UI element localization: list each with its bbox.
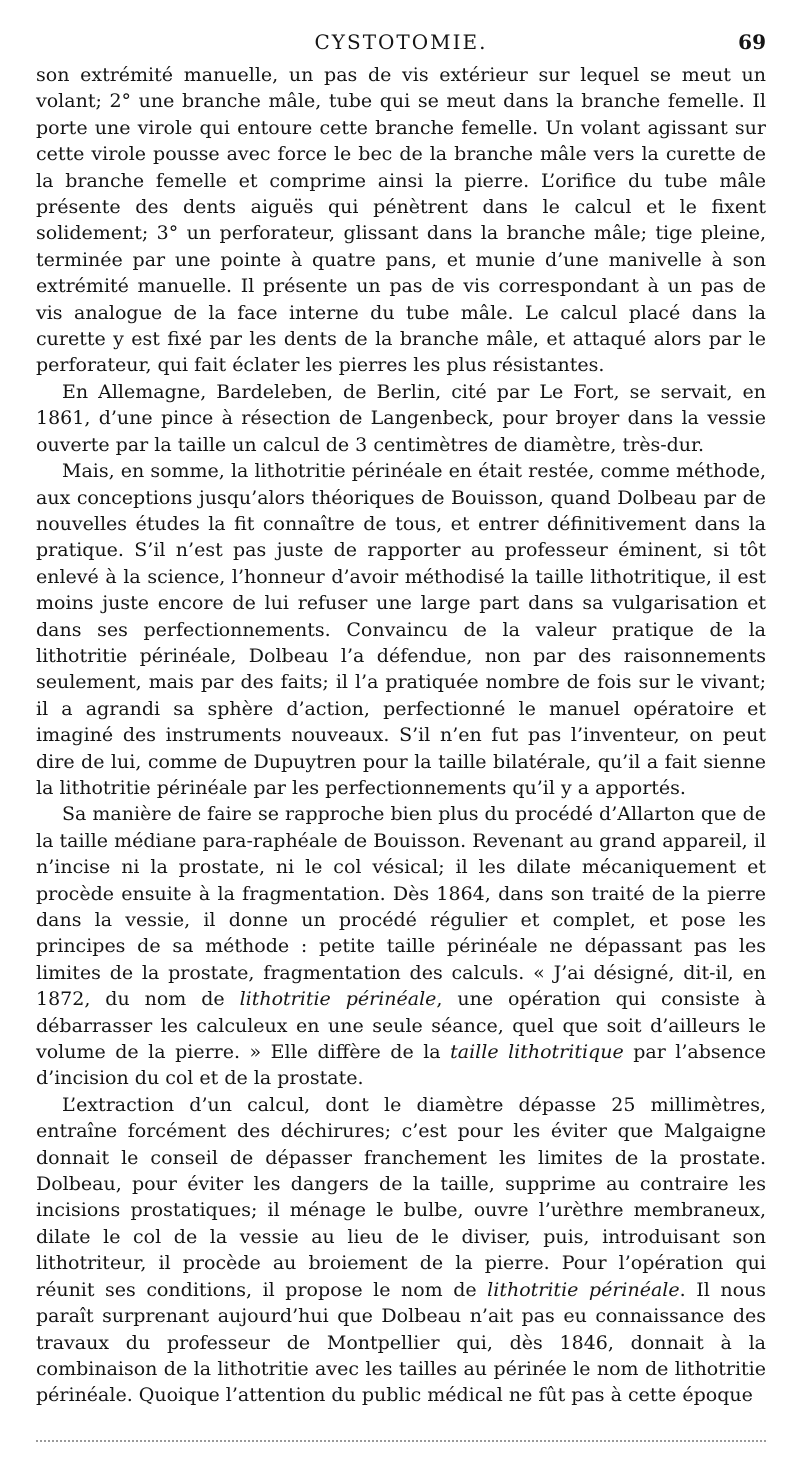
text-segment: son extrémité manuelle, un pas de vis extérieur sur lequel se meut un volant; 2° une branche mâle, tube qui se meut dans la branche femelle. Il porte une virole qui entoure cette branche femelle. Un volant agissant sur cette virole pousse avec force le bec de la branche mâle vers la curette de la branche femelle et comprime ainsi la pierre. L’orifice du tube mâle présente des dents aiguës qui pénètrent dans le calcul et le fixent solidement; 3° un perforateur, glissant dans la branche mâle; tige pleine, terminée par une pointe à quatre pans, et munie d’une manivelle à son extrémité manuelle. Il présente un pas de vis correspondant à un pas de vis analogue de la face interne du tube mâle. Le calcul placé dans la curette y est fixé par les dents de la branche mâle, et attaqué alors par le perforateur, qui fait éclater les pierres les plus résistantes. [36,64,766,377]
italic-term: lithotritie périnéale [239,988,437,1011]
paragraph [36,1092,766,1409]
paragraph [36,458,766,801]
text-segment: , une opération qui consiste à débarrasser les calculeux en une seule séance, quel que soit d’ailleurs le volume de la pierre. » Elle diffère de la [36,988,766,1064]
paragraph [36,62,766,379]
running-title: CYSTOTOMIE. [314,30,488,54]
paragraph [36,379,766,458]
text-segment: Mais, en somme, la lithotritie périnéale en était restée, comme méthode, aux conceptions jusqu’alors théoriques de Bouisson, quand Dolbeau par de nouvelles études la fit connaître de tous, et entrer définitivement dans la pratique. S’il n’est pas juste de rapporter au professeur éminent, si tôt enlevé à la science, l’honneur d’avoir méthodisé la taille lithotritique, il est moins juste encore de lui refuser une large part dans sa vulgarisation et dans ses perfectionnements. Convaincu de la valeur pratique de la lithotritie périnéale, Dolbeau l’a défendue, non par des raisonnements seulement, mais par des faits; il l’a pratiquée nombre de fois sur le vivant; il a agrandi sa sphère d’action, perfectionné le manuel opératoire et imaginé des instruments nouveaux. S’il n’en fut pas l’inventeur, on peut dire de lui, comme de Dupuytren pour la taille bilatérale, qu’il a fait sienne la lithotritie périnéale par les perfectionnements qu’il y a apportés. [36,460,766,799]
text-segment: . Il nous paraît surprenant aujourd’hui que Dolbeau n’ait pas eu connaissance des travaux du professeur de Montpellier qui, dès 1846, donnait à la combinaison de la lithotritie avec les tailles au périnée le nom de lithotritie périnéale. Quoique l’attention du public médical ne fût pas à cette époque [36,1278,766,1407]
page-number: 69 [738,30,766,54]
body-text [36,62,766,1409]
text-segment: En Allemagne, Bardeleben, de Berlin, cité par Le Fort, se servait, en 1861, d’une pince à résection de Langenbeck, pour broyer dans la vessie ouverte par la taille un calcul de 3 centimètres de diamètre, très-dur. [36,380,766,456]
text-segment: Sa manière de faire se rapproche bien plus du procédé d’Allarton que de la taille médiane para-raphéale de Bouisson. Revenant au grand appareil, il n’incise ni la prostate, ni le col vésical; il les dilate mécaniquement et procède ensuite à la fragmentation. Dès 1864, dans son traité de la pierre dans la vessie, il donne un procédé régulier et complet, et pose les principes de sa méthode : petite taille périnéale ne dépassant pas les limites de la prostate, fragmentation des calculs. « J’ai désigné, dit-il, en 1872, du nom de [36,803,766,1011]
page-header [36,30,766,60]
italic-term: lithotritie périnéale [487,1278,680,1301]
text-segment: L’extraction d’un calcul, dont le diamètre dépasse 25 millimètres, entraîne forcément des déchirures; c’est pour les éviter que Malgaigne donnait le conseil de dépasser franchement les limites de la prostate. Dolbeau, pour éviter les dangers de la taille, supprime au contraire les incisions prostatiques; il ménage le bulbe, ouvre l’urèthre membraneux, dilate le col de la vessie au lieu de le diviser, puis, introduisant son lithotriteur, il procède au broiement de la pierre. Pour l’opération qui réunit ses conditions, il propose le nom de [36,1093,766,1301]
paragraph [36,801,766,1091]
italic-term: taille lithotritique [450,1041,624,1064]
text-segment: par l’absence d’incision du col et de la prostate. [36,1041,767,1090]
bottom-dotted-rule [36,1440,766,1442]
